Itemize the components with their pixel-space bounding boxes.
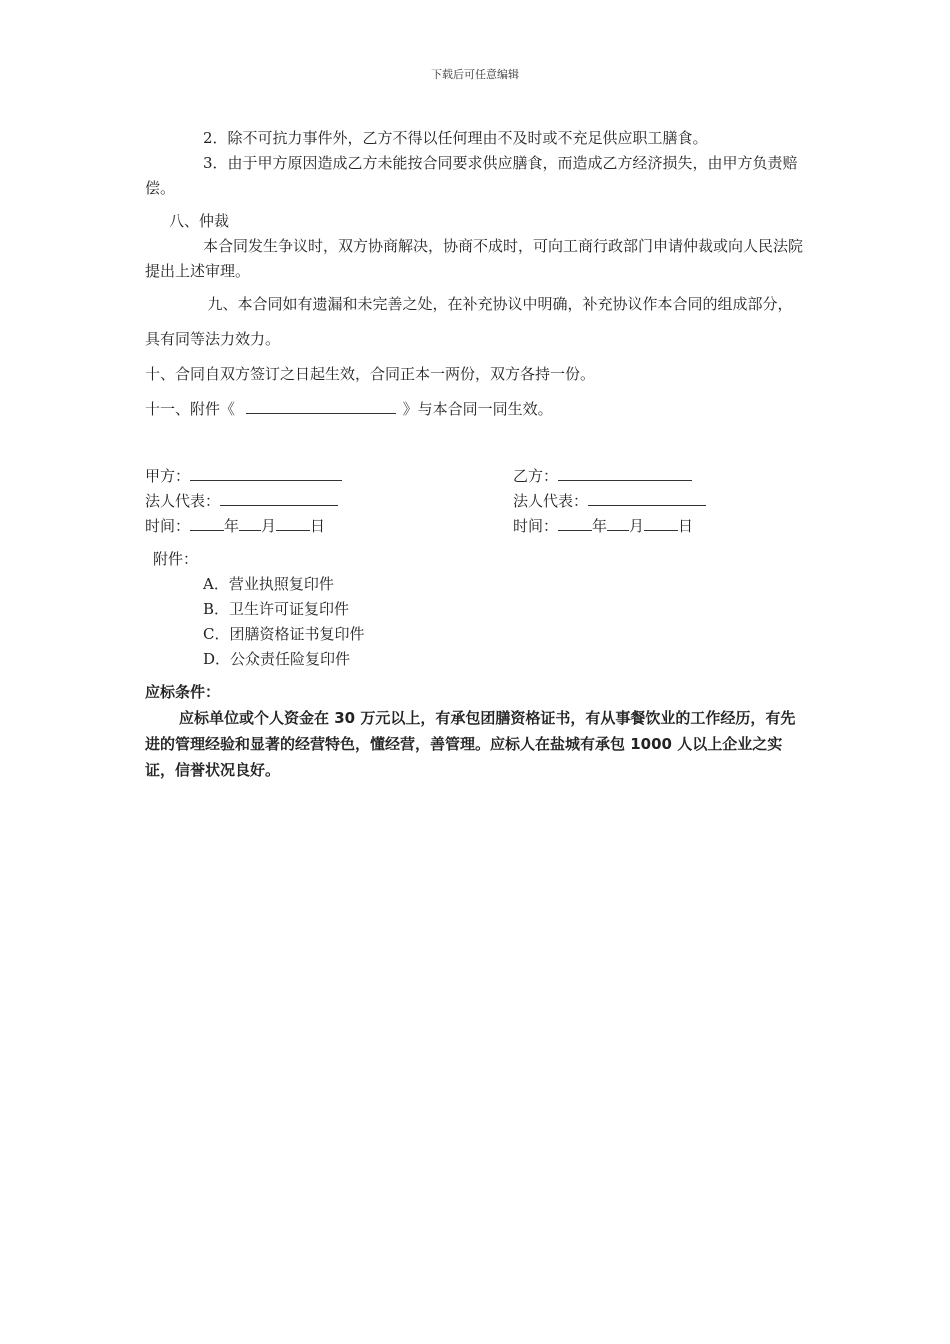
party-b-blank[interactable]	[558, 466, 692, 481]
attachment-name-blank[interactable]	[246, 399, 396, 414]
party-b-rep-line	[513, 489, 813, 514]
clause-7-3: 3．由于甲方原因造成乙方未能按合同要求供应膳食，而造成乙方经济损失，由甲方负责赔偿。	[145, 154, 798, 197]
party-b-day-label: 日	[678, 517, 694, 535]
attachment-item: C．团膳资格证书复印件	[203, 625, 365, 643]
attachment-item: A．营业执照复印件	[203, 575, 334, 593]
attachment-item: B．卫生许可证复印件	[203, 600, 350, 618]
party-b-month-label: 月	[629, 517, 645, 535]
section-11	[145, 397, 807, 422]
bidding-body: 应标单位或个人资金在 30 万元以上，有承包团膳资格证书，有从事餐饮业的工作经历，有先进的管理经验和显著的经营特色，懂经营，善管理。应标人在盐城有承包 1000 人以上企业之实证，信誉状况良好。	[145, 709, 796, 779]
section-11-prefix: 十一、附件《	[145, 400, 236, 418]
party-b-day-blank[interactable]	[644, 516, 678, 531]
section-8-body: 本合同发生争议时，双方协商解决，协商不成时，可向工商行政部门申请仲裁或向人民法院提出上述审理。	[145, 237, 804, 280]
party-a-column	[145, 464, 445, 539]
party-a-year-label: 年	[224, 517, 240, 535]
party-a-month-blank[interactable]	[239, 516, 261, 531]
party-a-rep-label: 法人代表：	[145, 492, 221, 510]
party-b-time-line	[513, 514, 813, 539]
party-a-rep-blank[interactable]	[220, 491, 338, 506]
section-9-line1: 九、本合同如有遗漏和未完善之处，在补充协议中明确，补充协议作本合同的组成部分，	[207, 295, 793, 313]
party-a-rep-line	[145, 489, 445, 514]
party-a-label: 甲方：	[145, 467, 191, 485]
party-a-day-label: 日	[310, 517, 326, 535]
party-b-label: 乙方：	[513, 467, 559, 485]
bidding-title: 应标条件：	[145, 683, 221, 701]
section-10: 十、合同自双方签订之日起生效，合同正本一两份，双方各持一份。	[145, 365, 596, 383]
party-b-month-blank[interactable]	[607, 516, 629, 531]
party-b-year-label: 年	[592, 517, 608, 535]
party-a-time-line	[145, 514, 445, 539]
party-a-year-blank[interactable]	[190, 516, 224, 531]
party-b-year-blank[interactable]	[558, 516, 592, 531]
party-a-month-label: 月	[261, 517, 277, 535]
party-b-rep-blank[interactable]	[588, 491, 706, 506]
clause-7-2: 2．除不可抗力事件外，乙方不得以任何理由不及时或不充足供应职工膳食。	[203, 129, 708, 147]
section-11-suffix: 》与本合同一同生效。	[402, 400, 553, 418]
party-a-blank[interactable]	[190, 466, 342, 481]
section-9-line2: 具有同等法力效力。	[145, 330, 281, 348]
attachments-title: 附件：	[153, 550, 199, 568]
party-a-day-blank[interactable]	[276, 516, 310, 531]
party-b-time-label: 时间：	[513, 517, 559, 535]
document-body	[145, 126, 807, 783]
party-b-column	[513, 464, 813, 539]
party-a-line	[145, 464, 445, 489]
party-b-line	[513, 464, 813, 489]
section-8-title: 八、仲裁	[169, 212, 230, 230]
page-header: 下载后可任意编辑	[431, 68, 519, 81]
party-b-rep-label: 法人代表：	[513, 492, 589, 510]
signature-block	[145, 464, 807, 539]
party-a-time-label: 时间：	[145, 517, 191, 535]
attachment-item: D．公众责任险复印件	[203, 650, 351, 668]
